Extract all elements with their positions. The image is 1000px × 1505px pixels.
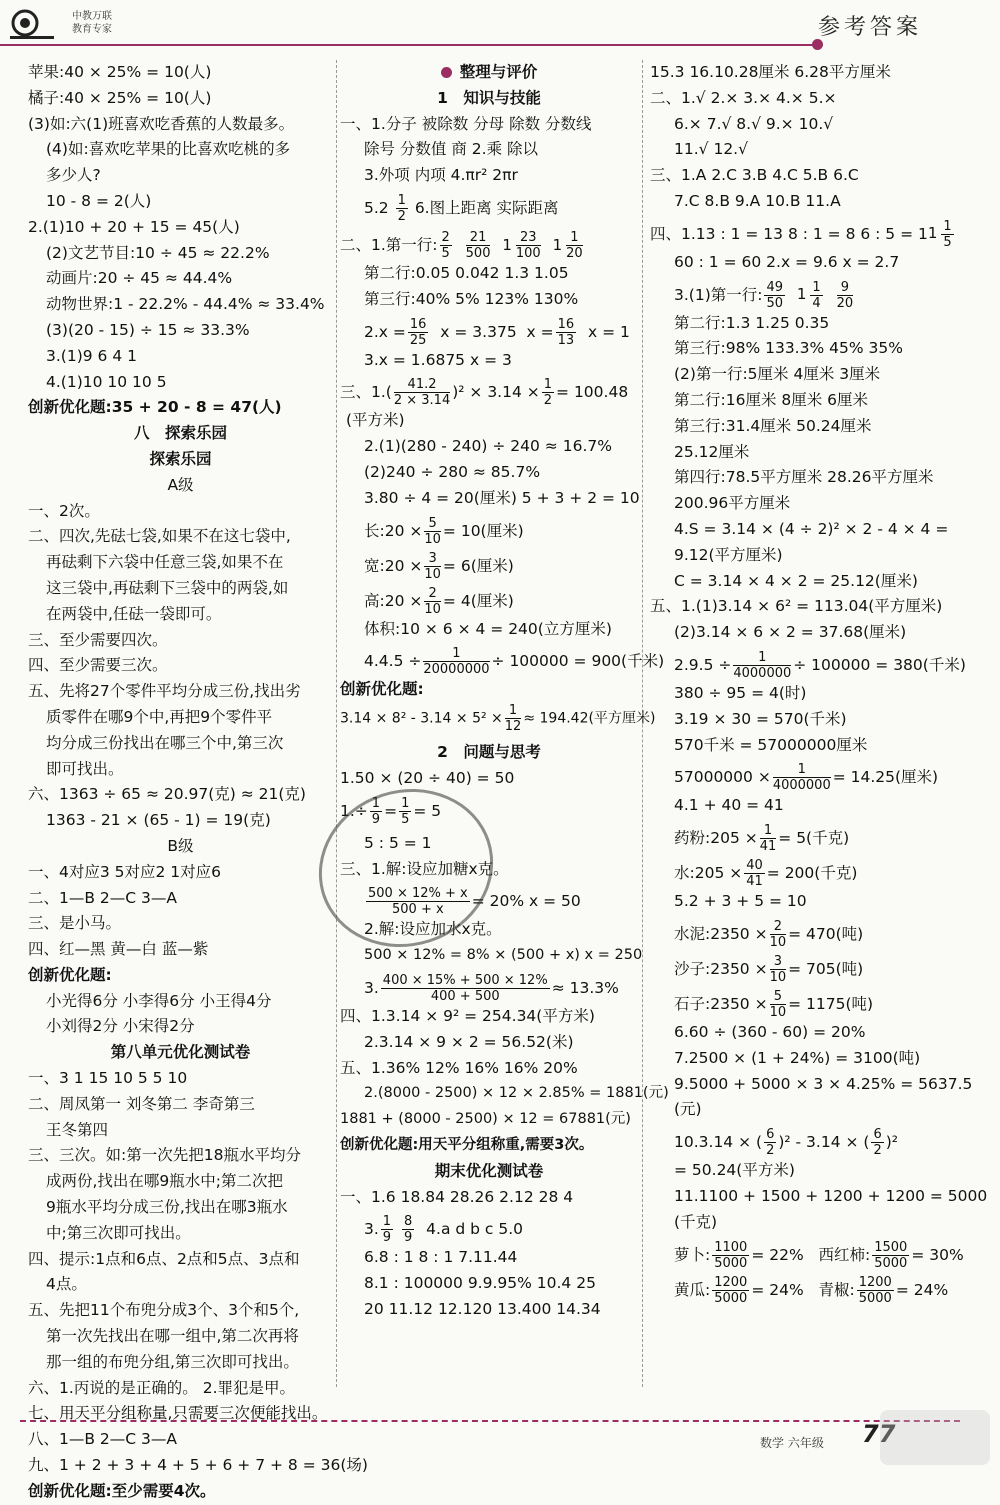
answer-line: 四、提示:1点和6点、2点和5点、3点和 [28,1249,300,1268]
answer-line: 9.12(平方厘米) [674,545,783,564]
footer-rule [20,1420,960,1422]
fraction: $\frac{1}{20000000}$ [423,646,490,678]
answer-line: 四、1.3.14 × 9² = 254.34(平方米) [340,1006,595,1025]
answer-line: 380 ÷ 95 = 4(时) [674,683,807,702]
answer-line: 四、至少需要三次。 [28,656,168,675]
answer-line: 体积:10 × 6 × 4 = 240(立方厘米) [364,619,612,638]
answer-line: 20 11.12 12.120 13.400 14.34 [364,1299,601,1318]
fraction: $\frac{5}{10}$ [769,988,787,1020]
fraction: $\frac{2}{10}$ [424,585,441,617]
answer-line: 三、三次。如:第一次先把18瓶水平均分 [28,1146,301,1165]
answer-line: 第三行:31.4厘米 50.24厘米 [674,416,872,435]
answer-line: 10.3.14 × ( $\frac{6}{2}$ )² - 3.14 × ( $\frac{6}{2}$ )² [674,1127,898,1159]
answer-line: 三、1.解:设应加糖x克。 [340,859,509,878]
answer-line: 水泥:2350 × $\frac{2}{10}$ = 470(吨) [674,918,864,950]
answer-line: 第一次先找出在哪一组中,第二次再将 [46,1327,299,1346]
answer-line: 一、2次。 [28,501,100,520]
answer-line: 8.1 : 100000 9.9.95% 10.4 25 [364,1274,596,1293]
answer-line: 2.解:设应加水x克。 [364,920,502,939]
answer-line: (2)3.14 × 6 × 2 = 37.68(厘米) [674,623,907,642]
answer-line: C = 3.14 × 4 × 2 = 25.12(厘米) [674,571,918,590]
answer-line: 水:205 × $\frac{40}{41}$ = 200(千克) [674,858,858,890]
answer-line: 六、1.丙说的是正确的。 2.罪犯是甲。 [28,1378,296,1397]
fraction: $\frac{1500}{5000}$ [874,1239,908,1271]
section-title: 八 探索乐园 [133,424,227,443]
answer-line: 4.(1)10 10 10 5 [46,372,167,391]
answer-line: 第二行:1.3 1.25 0.35 [674,313,830,332]
fraction: $\frac{21}{500}$ [465,229,491,261]
fraction: $\frac{1200}{5000}$ [714,1274,748,1306]
answer-line: 2.(8000 - 2500) × 12 × 2.85% = 1881(元) [364,1085,669,1102]
answer-line: (平方米) [346,411,405,430]
answer-column-2 [340,60,669,1323]
answer-line: 4.1 + 40 = 41 [674,796,784,815]
answer-line: 11.1100 + 1500 + 1200 + 1200 = 5000 [674,1186,988,1205]
section-title: 整理与评价 [340,60,638,86]
answer-line: (2)240 ÷ 280 ≈ 85.7% [364,462,541,481]
answer-line: 2.(1)10 + 20 + 15 = 45(人) [28,217,240,236]
fraction: $\frac{2}{10}$ [769,918,787,950]
answer-line: 2.9.5 ÷ $\frac{1}{4000000}$ ÷ 100000 = 380(千米) [674,649,966,681]
fraction: $\frac{1}{4}$ [812,279,821,311]
answer-line: 5.2 $\frac{1}{2}$ 6.图上距离 实际距离 [364,192,559,224]
answer-line: 四、1.13 : 1 = 13 8 : 1 = 8 6 : 5 = 11 $\frac{1}{5}$ [650,218,952,250]
section-bullet-icon [441,67,452,78]
subsection-title: 期末优化测试卷 [434,1161,544,1180]
answer-line: 第二行:16厘米 8厘米 6厘米 [674,390,869,409]
answer-line: 1.50 × (20 ÷ 40) = 50 [340,768,515,787]
answer-line: 那一组的布兜分组,第三次即可找出。 [46,1352,299,1371]
publisher-name [72,10,112,36]
answer-line: 5 : 5 = 1 [364,833,432,852]
fraction: $\frac{1}{4000000}$ [772,762,831,794]
answer-line: 二、四次,先砝七袋,如果不在这七袋中, [28,527,291,546]
section-title: A级 [167,475,194,494]
answer-line: 3. $\frac{400 \times 15\% + 500 \times 12\%}{400 + 500}$ ≈ 13.3% [364,972,619,1004]
answer-line: (2)第一行:5厘米 4厘米 3厘米 [674,365,881,384]
fraction: $\frac{16}{25}$ [409,316,427,348]
answer-line: 3.14 × 8² - 3.14 × 5² × $\frac{1}{12}$ ≈ 194.42(平方厘米) [340,703,656,735]
answer-line: 这三袋中,再砝剩下三袋中的两袋,如 [46,578,289,597]
fraction: $\frac{3}{10}$ [769,953,787,985]
publisher-line1: 中教万联 [72,11,112,22]
answer-line: 9.5000 + 5000 × 3 × 4.25% = 5637.5 [674,1074,973,1093]
answer-line: 成两份,找出在哪9瓶水中;第二次把 [46,1172,284,1191]
answer-line: 一、1.分子 被除数 分母 除数 分数线 [340,114,592,133]
answer-line: 25.12厘米 [674,442,750,461]
answer-line: 二、1.第一行: $\frac{2}{5}$ $\frac{21}{500}$ 1 $\frac{23}{100}$ 1 $\frac{1}{20}$ [340,229,583,261]
answer-line: 3.(1)9 6 4 1 [46,346,137,365]
answer-line: 即可找出。 [46,759,124,778]
answer-line: 黄瓜: $\frac{1200}{5000}$ = 24% 青椒: $\frac{1200}{5000}$ = 24% [674,1274,949,1306]
answer-line: 7.C 8.B 9.A 10.B 11.A [674,191,841,210]
answer-line: 创新优化题:至少需要4次。 [28,1481,216,1500]
section-title: B级 [167,836,194,855]
answer-line: 1363 - 21 × (65 - 1) = 19(克) [46,811,271,830]
fraction: $\frac{1}{5}$ [401,795,410,827]
answer-line: 200.96平方厘米 [674,494,791,513]
answer-line: 3.(1)第一行: $\frac{49}{50}$ 1 $\frac{1}{4}$ $\frac{9}{20}$ [674,279,854,311]
answer-line: 1.÷ $\frac{1}{9}$ = $\frac{1}{5}$ = 5 [340,795,442,827]
answer-line: 八、1—B 2—C 3—A [28,1430,177,1449]
fraction: $\frac{6}{2}$ [766,1127,775,1159]
answer-line: 五、先把11个布兜分成3个、3个和5个, [28,1301,300,1320]
answer-line: 六、1363 ÷ 65 ≈ 20.97(克) ≈ 21(克) [28,785,306,804]
page-header [0,0,1000,52]
fraction: $\frac{1}{12}$ [504,703,522,735]
answer-line: 创新优化题:用天平分组称重,需要3次。 [340,1136,594,1153]
answer-line: 高:20 × $\frac{2}{10}$ = 4(厘米) [364,585,514,617]
fraction: $\frac{500 \times 12\% + x}{500 + x}$ [368,886,468,918]
answer-line: 九、1 + 2 + 3 + 4 + 5 + 6 + 7 + 8 = 36(场) [28,1456,368,1475]
fraction: $\frac{6}{2}$ [873,1127,882,1159]
answer-line: 2.3.14 × 9 × 2 = 56.52(米) [364,1032,574,1051]
answer-line: 570千米 = 57000000厘米 [674,735,868,754]
answer-line: 小光得6分 小李得6分 小王得4分 [46,991,272,1010]
page-title: 参考答案 [817,15,922,40]
answer-line: 长:20 × $\frac{5}{10}$ = 10(厘米) [364,515,524,547]
footer-subject: 数学 六年级 [760,1436,824,1450]
answer-line: (2)文艺节目:10 ÷ 45 ≈ 22.2% [46,243,270,262]
answer-line: 橘子:40 × 25% = 10(人) [28,88,212,107]
answer-line: 五、1.(1)3.14 × 6² = 113.04(平方厘米) [650,597,943,616]
fraction: $\frac{3}{10}$ [424,550,441,582]
answer-line: (元) [674,1100,702,1119]
answer-line: 沙子:2350 × $\frac{3}{10}$ = 705(吨) [674,953,864,985]
answer-line: 3. $\frac{1}{9}$ $\frac{8}{9}$ 4.a d b c 5.0 [364,1214,524,1246]
fraction: $\frac{1}{2}$ [543,377,553,409]
answer-line: 6.× 7.√ 8.√ 9.× 10.√ [674,114,834,133]
answer-line: 再砝剩下六袋中任意三袋,如果不在 [46,553,284,572]
answer-line: 五、1.36% 12% 16% 16% 20% [340,1058,578,1077]
answer-line: 4.4.5 ÷ $\frac{1}{20000000}$ ÷ 100000 = 900(千米) [364,646,665,678]
fraction: $\frac{1}{2}$ [397,192,406,224]
fraction: $\frac{49}{50}$ [766,279,784,311]
answer-line: 创新优化题: [340,680,424,699]
fraction: $\frac{1}{5}$ [943,218,952,250]
answer-line: 创新优化题: [28,965,112,984]
answer-line: 一、4对应3 5对应2 1对应6 [28,862,222,881]
answer-line: 第三行:40% 5% 123% 130% [364,289,579,308]
answer-line: 除号 分数值 商 2.乘 除以 [364,140,538,159]
answer-line: 3.80 ÷ 4 = 20(厘米) 5 + 3 + 2 = 10 [364,488,640,507]
fraction: $\frac{1}{41}$ [759,823,777,855]
answer-line: 第二行:0.05 0.042 1.3 1.05 [364,263,569,282]
answer-line: (3)(20 - 15) ÷ 15 ≈ 33.3% [46,320,250,339]
answer-line: 动物世界:1 - 22.2% - 44.4% ≈ 33.4% [46,295,325,314]
answer-line: 五、先将27个零件平均分成三份,找出劣 [28,682,301,701]
fraction: $\frac{5}{10}$ [424,515,441,547]
answer-line: 三、1.A 2.C 3.B 4.C 5.B 6.C [650,166,859,185]
answer-line: 1881 + (8000 - 2500) × 12 = 67881(元) [340,1111,631,1128]
column-divider [336,60,337,1387]
fraction: $\frac{41.2}{2 \times 3.14}$ [393,377,451,409]
answer-line: 3.19 × 30 = 570(千米) [674,709,847,728]
fraction: $\frac{2}{5}$ [441,229,450,261]
answer-line: 4.S = 3.14 × (4 ÷ 2)² × 2 - 4 × 4 = [674,519,949,538]
answer-line: 5.2 + 3 + 5 = 10 [674,892,807,911]
answer-line: 三、至少需要四次。 [28,630,168,649]
subsection-title: 2 问题与思考 [437,743,541,762]
answer-line: 四、红—黑 黄—白 蓝—紫 [28,940,209,959]
answer-line: 中;第三次即可找出。 [46,1223,191,1242]
answer-line: 均分成三份找出在哪三个中,第三次 [46,733,284,752]
fraction: $\frac{400 \times 15\% + 500 \times 12\%}{400 + 500}$ [382,972,548,1004]
fraction: $\frac{1}{20}$ [566,229,583,261]
answer-column-1 [28,60,368,1505]
answer-line: 小刘得2分 小宋得2分 [46,1017,195,1036]
answer-line: 动画片:20 ÷ 45 ≈ 44.4% [46,269,233,288]
answer-line: 3.x = 1.6875 x = 3 [364,350,512,369]
answer-line: 宽:20 × $\frac{3}{10}$ = 6(厘米) [364,550,514,582]
answer-line: 萝卜: $\frac{1100}{5000}$ = 22% 西红柿: $\frac{1500}{5000}$ = 30% [674,1239,964,1271]
answer-line: 苹果:40 × 25% = 10(人) [28,63,212,81]
answer-line: 质零件在哪9个中,再把9个零件平 [46,707,273,726]
fraction: $\frac{23}{100}$ [515,229,541,261]
answer-line: (3)如:六(1)班喜欢吃香蕉的人数最多。 [28,114,295,133]
publisher-line2: 教育专家 [72,24,112,35]
publisher-logo-icon [8,8,56,42]
answer-line: 2.x = $\frac{16}{25}$ x = 3.375 x = $\frac{16}{13}$ x = 1 [364,316,630,348]
answer-line: 9瓶水平均分成三份,找出在哪3瓶水 [46,1198,288,1217]
answer-line: 4点。 [46,1275,87,1294]
header-rule [0,44,820,46]
answer-line: 11.√ 12.√ [674,140,748,159]
fraction: $\frac{1100}{5000}$ [714,1239,748,1271]
answer-line: 七、用天平分组称量,只需要三次便能找出。 [28,1404,328,1423]
answer-line: 二、1—B 2—C 3—A [28,888,177,907]
fraction: $\frac{1}{4000000}$ [733,649,792,681]
fraction: $\frac{1}{9}$ [382,1214,392,1246]
answer-line: 二、1.√ 2.× 3.× 4.× 5.× [650,88,837,107]
fraction: $\frac{8}{9}$ [404,1214,413,1246]
answer-line: 2.(1)(280 - 240) ÷ 240 ≈ 16.7% [364,437,612,456]
answer-line: 15.3 16.10.28厘米 6.28平方厘米 [650,63,891,81]
answer-line: 60 : 1 = 60 2.x = 9.6 x = 2.7 [674,252,900,271]
answer-line: 6.60 ÷ (360 - 60) = 20% [674,1022,866,1041]
answer-line: 57000000 × $\frac{1}{4000000}$ = 14.25(厘米) [674,762,939,794]
section-title: 第八单元优化测试卷 [110,1043,251,1062]
watermark-logo [880,1410,990,1465]
page-number: 77 [862,1420,896,1448]
answer-line: 创新优化题:35 + 20 - 8 = 47(人) [28,398,282,417]
answer-line: 500 × 12% = 8% × (500 + x) x = 250 [364,947,643,964]
answer-line: 一、1.6 18.84 28.26 2.12 28 4 [340,1187,574,1206]
answer-line: = 50.24(平方米) [674,1161,795,1180]
fraction: $\frac{9}{20}$ [836,279,854,311]
answer-line: 多少人? [46,166,101,185]
answer-line: 三、是小马。 [28,914,122,933]
answer-line: 一、3 1 15 10 5 5 10 [28,1069,188,1088]
answer-line: 药粉:205 × $\frac{1}{41}$ = 5(千克) [674,823,850,855]
answer-line: 在两袋中,任砝一袋即可。 [46,604,222,623]
answer-line: $\frac{500 \times 12\% + x}{500 + x}$ = 20% x = 50 [368,886,581,918]
fraction: $\frac{40}{41}$ [746,858,763,890]
subsection-title: 1 知识与技能 [437,88,541,107]
fraction: $\frac{16}{13}$ [557,316,575,348]
answer-line: 二、周凤第一 刘冬第二 李奇第三 [28,1094,255,1113]
answer-line: 7.2500 × (1 + 24%) = 3100(吨) [674,1048,921,1067]
answer-column-3 [650,60,990,1306]
fraction: $\frac{1200}{5000}$ [858,1274,892,1306]
fraction: $\frac{1}{9}$ [371,795,381,827]
answer-line: (4)如:喜欢吃苹果的比喜欢吃桃的多 [46,140,291,159]
answer-line: 王冬第四 [46,1120,109,1139]
answer-line: 三、1.( $\frac{41.2}{2 \times 3.14}$ )² × 3.14 × $\frac{1}{2}$ = 100.48 [340,377,629,409]
answer-line: 6.8 : 1 8 : 1 7.11.44 [364,1248,518,1267]
answer-line: 第四行:78.5平方厘米 28.26平方厘米 [674,468,934,487]
answer-line: 石子:2350 × $\frac{5}{10}$ = 1175(吨) [674,988,874,1020]
answer-line: 10 - 8 = 2(人) [46,191,152,210]
answer-line: 第三行:98% 133.3% 45% 35% [674,339,903,358]
answer-line: 3.外项 内项 4.πr² 2πr [364,166,518,185]
section-title: 探索乐园 [149,449,212,468]
answer-line: (千克) [674,1212,718,1231]
